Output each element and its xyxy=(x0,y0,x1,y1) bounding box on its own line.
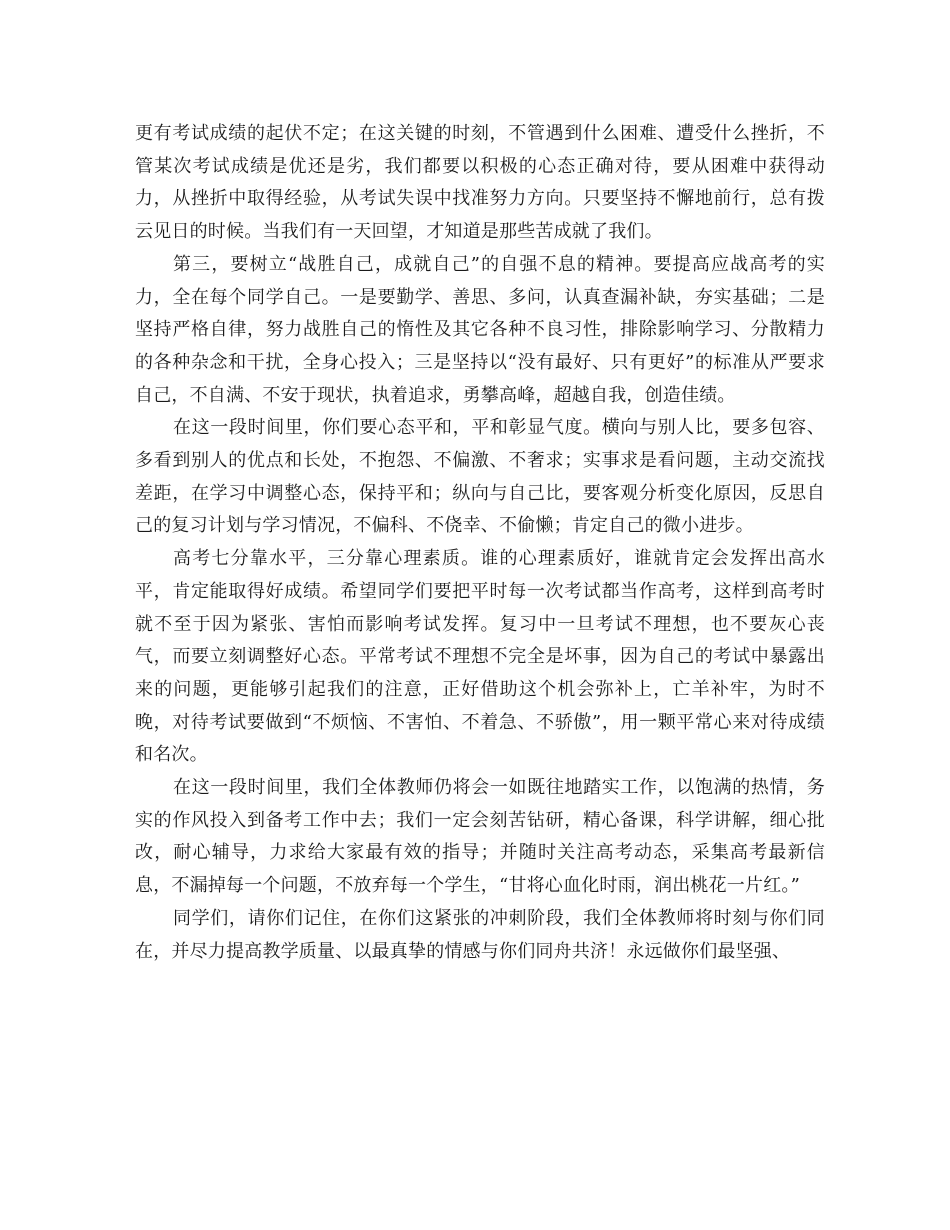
paragraph-4: 高考七分靠水平，三分靠心理素质。谁的心理素质好，谁就肯定会发挥出高水平，肯定能取得好成绩。希望同学们要把平时每一次考试都当作高考，这样到高考时就不至于因为紧张、害怕而影响考试发挥。复习中一旦考试不理想，也不要灰心丧气，而要立刻调整好心态。平常考试不理想不完全是坏事，因为自己的考试中暴露出来的问题，更能够引起我们的注意，正好借助这个机会弥补上，亡羊补牢，为时不晚，对待考试要做到“不烦恼、不害怕、不着急、不骄傲”，用一颗平常心来对待成绩和名次。 xyxy=(135,548,825,766)
paragraph-3: 在这一段时间里，你们要心态平和，平和彰显气度。横向与别人比，要多包容、多看到别人的优点和长处，不抱怨、不偏激、不奢求；实事求是看问题，主动交流找差距，在学习中调整心态，保持平和；纵向与自己比，要客观分析变化原因，反思自己的复习计划与学习情况，不偏科、不侥幸、不偷懒；肯定自己的微小进步。 xyxy=(135,417,825,537)
paragraph-5: 在这一段时间里，我们全体教师仍将会一如既往地踏实工作，以饱满的热情，务实的作风投入到备考工作中去；我们一定会刻苦钻研，精心备课，科学讲解，细心批改，耐心辅导，力求给大家最有效的指导；并随时关注高考动态，采集高考最新信息，不漏掉每一个问题，不放弃每一个学生，“甘将心血化时雨，润出桃花一片红。” xyxy=(135,777,825,897)
paragraph-6: 同学们，请你们记住，在你们这紧张的冲刺阶段，我们全体教师将时刻与你们同在，并尽力提高教学质量、以最真挚的情感与你们同舟共济！永远做你们最坚强、 xyxy=(135,907,825,962)
paragraph-2: 第三，要树立“战胜自己，成就自己”的自强不息的精神。要提高应战高考的实力，全在每个同学自己。一是要勤学、善思、多问，认真查漏补缺，夯实基础；二是坚持严格自律，努力战胜自己的惰性及其它各种不良习性，排除影响学习、分散精力的各种杂念和干扰，全身心投入；三是坚持以“没有最好、只有更好”的标准从严要求自己，不自满、不安于现状，执着追求，勇攀高峰，超越自我，创造佳绩。 xyxy=(135,253,825,406)
document-body xyxy=(135,118,825,968)
paragraph-1: 更有考试成绩的起伏不定；在这关键的时刻，不管遇到什么困难、遭受什么挫折，不管某次考试成绩是优还是劣，我们都要以积极的心态正确对待，要从困难中获得动力，从挫折中取得经验，从考试失误中找准努力方向。只要坚持不懈地前行，总有拨云见日的时候。当我们有一天回望，才知道是那些苦成就了我们。 xyxy=(135,123,825,243)
